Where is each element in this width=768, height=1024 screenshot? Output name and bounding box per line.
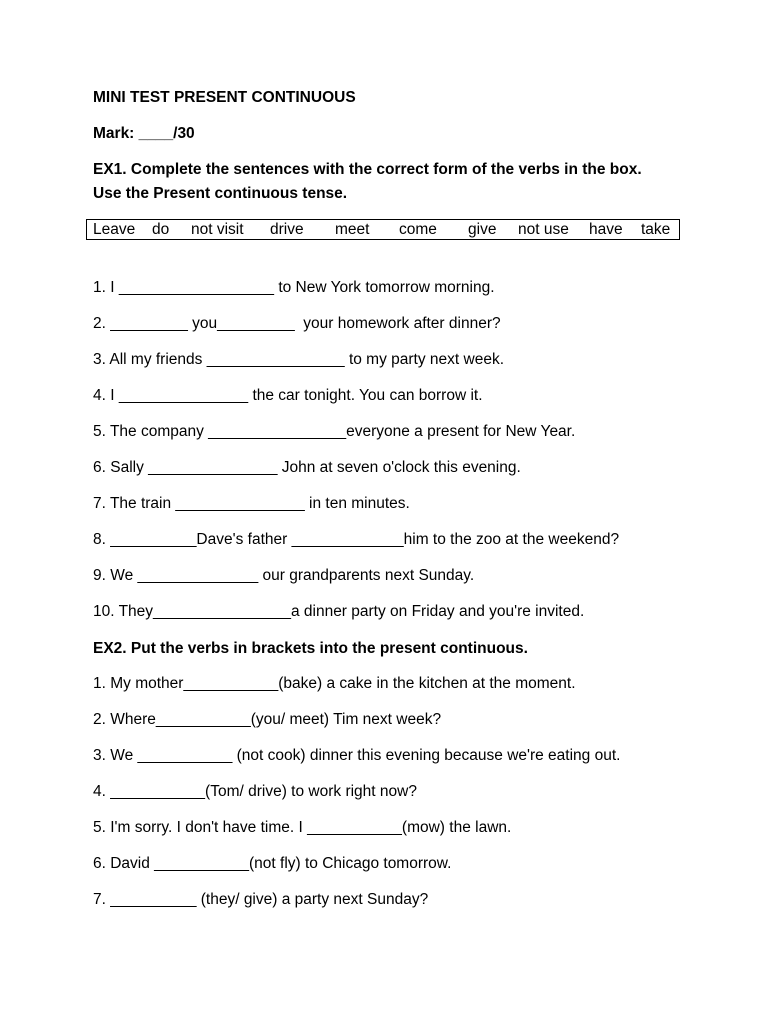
word-box-word: give xyxy=(468,221,497,238)
ex2-item: 6. David ___________(not fly) to Chicago tomorrow. xyxy=(93,855,452,872)
ex1-item: 8. __________Dave's father _____________him to the zoo at the weekend? xyxy=(93,531,620,548)
ex1-item: 5. The company ________________everyone a present for New Year. xyxy=(93,423,576,440)
word-box xyxy=(86,219,680,240)
page-title: MINI TEST PRESENT CONTINUOUS xyxy=(93,89,356,106)
ex1-instruction-line1: EX1. Complete the sentences with the correct form of the verbs in the box. xyxy=(93,161,642,178)
ex2-item: 3. We ___________ (not cook) dinner this evening because we're eating out. xyxy=(93,747,621,764)
ex2-item: 1. My mother___________(bake) a cake in the kitchen at the moment. xyxy=(93,675,576,692)
mark-line: Mark: ____/30 xyxy=(93,125,195,142)
ex2-item: 7. __________ (they/ give) a party next Sunday? xyxy=(93,891,429,908)
ex2-item: 5. I'm sorry. I don't have time. I ___________(mow) the lawn. xyxy=(93,819,512,836)
ex1-item: 6. Sally _______________ John at seven o'clock this evening. xyxy=(93,459,521,476)
word-box-word: not use xyxy=(518,221,569,238)
ex1-item: 3. All my friends ________________ to my party next week. xyxy=(93,351,504,368)
ex1-item: 7. The train _______________ in ten minutes. xyxy=(93,495,410,512)
word-box-word: Leave xyxy=(93,221,136,238)
word-box-word: take xyxy=(641,221,671,238)
ex1-instruction-line2: Use the Present continuous tense. xyxy=(93,185,348,202)
ex1-item: 9. We ______________ our grandparents next Sunday. xyxy=(93,567,475,584)
word-box-word: drive xyxy=(270,221,304,238)
ex2-instruction: EX2. Put the verbs in brackets into the present continuous. xyxy=(93,640,528,657)
word-box-word: do xyxy=(152,221,170,238)
ex1-item: 10. They________________a dinner party on Friday and you're invited. xyxy=(93,603,585,620)
word-box-word: come xyxy=(399,221,437,238)
word-box-word: have xyxy=(589,221,623,238)
word-box-word: not visit xyxy=(191,221,244,238)
ex1-item: 2. _________ you_________ your homework after dinner? xyxy=(93,315,501,332)
ex1-item: 1. I __________________ to New York tomorrow morning. xyxy=(93,279,495,296)
ex2-item: 2. Where___________(you/ meet) Tim next week? xyxy=(93,711,442,728)
ex1-item: 4. I _______________ the car tonight. You can borrow it. xyxy=(93,387,483,404)
word-box-word: meet xyxy=(335,221,370,238)
ex2-item: 4. ___________(Tom/ drive) to work right now? xyxy=(93,783,417,800)
